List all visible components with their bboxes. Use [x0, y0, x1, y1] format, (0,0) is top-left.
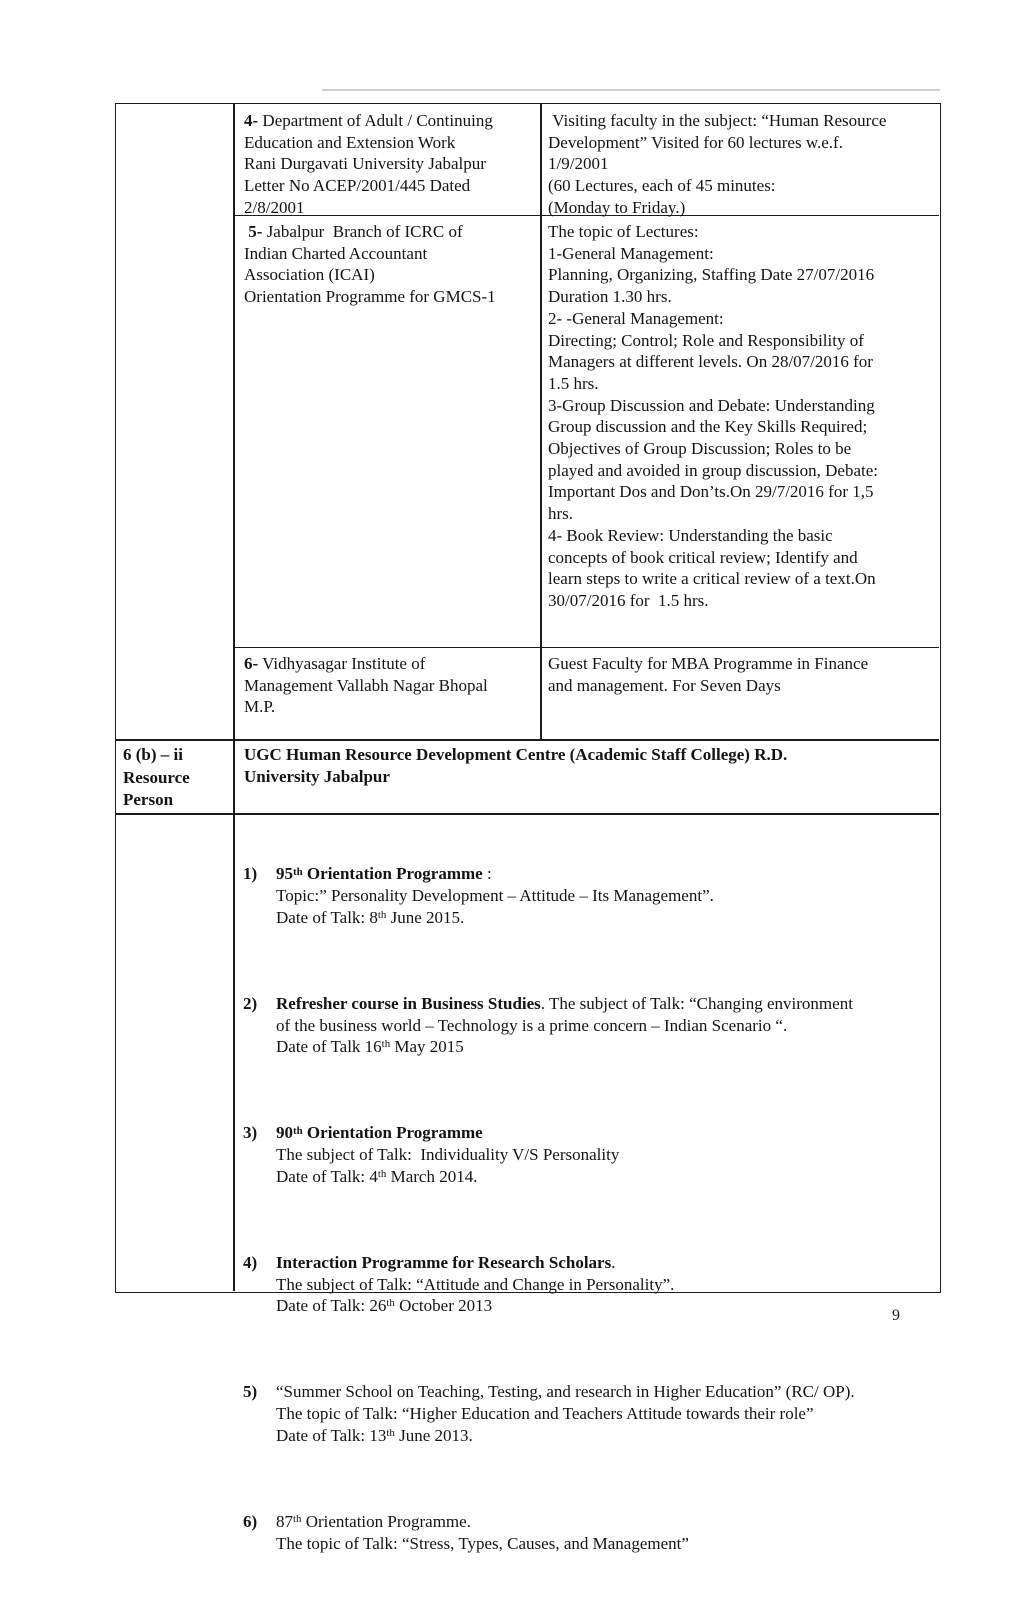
- list-item: [243, 1511, 932, 1554]
- text-segment: 6-: [244, 654, 259, 673]
- text-segment: hrs.: [548, 504, 574, 524]
- text-segment: . The subject of Talk: “Changing environment: [540, 993, 853, 1013]
- cell-programme-list: [235, 814, 940, 1553]
- scan-artifact-line: [322, 89, 940, 91]
- text-segment: 1.5 hrs.: [548, 373, 599, 393]
- text-segment: (60 Lectures, each of 45 minutes:: [548, 176, 776, 196]
- list-item-number: 3): [243, 1123, 258, 1143]
- text-segment: learn steps to write a critical review of a text.On: [548, 569, 876, 589]
- text-segment: Date of Talk: 8: [276, 907, 378, 927]
- list-item-number: 4): [243, 1252, 258, 1272]
- text-segment: 90: [276, 1123, 293, 1143]
- text-segment: The subject of Talk: “Attitude and Change in Personality”.: [276, 1274, 675, 1294]
- list-item-number: 6): [243, 1511, 258, 1531]
- cv-table: [115, 103, 941, 1553]
- text-segment: Development” Visited for 60 lectures w.e.f.: [548, 132, 843, 152]
- text-segment: Jabalpur Branch of ICRC of: [262, 222, 463, 241]
- text-segment: Interaction Programme for Research Scholars: [276, 1252, 612, 1272]
- cell-entry6-details: [542, 648, 940, 738]
- list-item: [243, 1252, 932, 1317]
- text-segment: “Summer School on Teaching, Testing, and research in Higher Education” (RC/ OP).: [276, 1382, 855, 1402]
- text-segment: 95: [276, 864, 293, 884]
- text-segment: concepts of book critical review; Identify and: [548, 547, 858, 567]
- text-segment: Education and Extension Work: [244, 132, 456, 152]
- text-segment: th: [377, 1167, 387, 1180]
- text-segment: Guest Faculty for MBA Programme in Finance: [548, 654, 869, 673]
- cell-entry4-institution: [235, 105, 540, 217]
- list-item-text: [276, 1122, 932, 1187]
- text-segment: June 2013.: [394, 1425, 473, 1445]
- text-segment: M.P.: [244, 697, 276, 717]
- text-segment: 4-: [244, 111, 259, 130]
- text-segment: th: [381, 1038, 391, 1051]
- text-segment: Date of Talk: 4: [276, 1166, 378, 1186]
- text-segment: Date of Talk 16: [276, 1037, 382, 1057]
- text-segment: and management. For Seven Days: [548, 675, 781, 695]
- list-item-text: [276, 993, 932, 1058]
- text-segment: :: [482, 864, 492, 884]
- text-segment: Important Dos and Don’ts.On 29/7/2016 for 1,5: [548, 482, 874, 502]
- text-segment: (Monday to Friday.): [548, 197, 686, 217]
- text-segment: 6 (b) – ii: [123, 745, 183, 764]
- text-segment: played and avoided in group discussion, Debate:: [548, 460, 879, 480]
- text-segment: University Jabalpur: [244, 766, 390, 786]
- text-segment: th: [377, 908, 387, 921]
- text-segment: Orientation Programme: [302, 1123, 483, 1143]
- list-item-number: 5): [243, 1382, 258, 1402]
- text-segment: of the business world – Technology is a prime concern – Indian Scenario “.: [276, 1015, 788, 1035]
- text-segment: October 2013: [394, 1296, 493, 1316]
- text-segment: Association (ICAI): [244, 265, 375, 285]
- text-segment: Letter No ACEP/2001/445 Dated: [244, 176, 471, 196]
- list-item: [243, 1122, 932, 1187]
- text-segment: Duration 1.30 hrs.: [548, 287, 672, 307]
- text-segment: Group discussion and the Key Skills Required;: [548, 417, 868, 437]
- cell-entry4-details: [542, 105, 940, 217]
- text-segment: June 2015.: [386, 907, 465, 927]
- page-number: 9: [892, 1307, 900, 1324]
- cell-entry5-institution: [235, 216, 540, 646]
- text-segment: Topic:” Personality Development – Attitude – Its Management”.: [276, 886, 714, 906]
- text-segment: The topic of Talk: “Stress, Types, Causes, and Management”: [276, 1533, 689, 1553]
- text-segment: Managers at different levels. On 28/07/2016 for: [548, 352, 873, 372]
- text-segment: Vidhyasagar Institute of: [258, 654, 426, 673]
- text-segment: Rani Durgavati University Jabalpur: [244, 154, 486, 174]
- text-segment: 2- -General Management:: [548, 308, 724, 328]
- list-item: [243, 993, 932, 1058]
- text-segment: .: [611, 1252, 616, 1272]
- text-segment: 2/8/2001: [244, 197, 305, 217]
- text-segment: Refresher course in Business Studies: [276, 993, 541, 1013]
- text-segment: 30/07/2016 for 1.5 hrs.: [548, 590, 709, 610]
- text-segment: Person: [123, 790, 174, 810]
- text-segment: 1/9/2001: [548, 154, 609, 174]
- text-segment: The subject of Talk: Individuality V/S Personality: [276, 1145, 620, 1165]
- list-item: [243, 863, 932, 928]
- list-item: [243, 1381, 932, 1446]
- list-item-number: 1): [243, 864, 258, 884]
- cell-section-title: [235, 740, 940, 812]
- cell-section-label: [117, 740, 233, 812]
- text-segment: th: [386, 1297, 395, 1310]
- cell-entry5-details: [542, 216, 940, 646]
- text-segment: May 2015: [390, 1037, 464, 1057]
- list-item-text: [276, 1381, 932, 1446]
- text-segment: Objectives of Group Discussion; Roles to be: [548, 439, 852, 459]
- text-segment: 4- Book Review: Understanding the basic: [548, 525, 833, 545]
- text-segment: 87: [276, 1511, 293, 1531]
- text-segment: The topic of Lectures:: [548, 222, 699, 241]
- text-segment: th: [293, 865, 303, 878]
- text-segment: Planning, Organizing, Staffing Date 27/07/2016: [548, 265, 875, 285]
- text-segment: th: [293, 1513, 302, 1526]
- text-segment: Management Vallabh Nagar Bhopal: [244, 675, 488, 695]
- text-segment: March 2014.: [386, 1166, 478, 1186]
- text-segment: UGC Human Resource Development Centre (Academic Staff College) R.D.: [244, 745, 788, 764]
- text-segment: Orientation Programme: [302, 864, 483, 884]
- text-segment: Department of Adult / Continuing: [258, 111, 493, 130]
- text-segment: Date of Talk: 26: [276, 1296, 387, 1316]
- list-item-number: 2): [243, 993, 258, 1013]
- text-segment: 1-General Management:: [548, 243, 714, 263]
- text-segment: Indian Charted Accountant: [244, 243, 428, 263]
- text-segment: Visiting faculty in the subject: “Human Resource: [548, 111, 887, 130]
- list-item-text: [276, 1511, 932, 1554]
- text-segment: Date of Talk: 13: [276, 1425, 387, 1445]
- text-segment: Orientation Programme for GMCS-1: [244, 287, 496, 307]
- text-segment: th: [293, 1124, 303, 1137]
- list-item-text: [276, 863, 932, 928]
- text-segment: Directing; Control; Role and Responsibility of: [548, 330, 864, 350]
- text-segment: th: [386, 1426, 395, 1439]
- text-segment: Orientation Programme.: [301, 1511, 471, 1531]
- text-segment: The topic of Talk: “Higher Education and Teachers Attitude towards their role”: [276, 1404, 814, 1424]
- text-segment: Resource: [123, 767, 190, 787]
- cell-entry6-institution: [235, 648, 540, 738]
- text-segment: 3-Group Discussion and Debate: Understanding: [548, 395, 875, 415]
- text-segment: 5-: [244, 222, 263, 241]
- list-item-text: [276, 1252, 932, 1317]
